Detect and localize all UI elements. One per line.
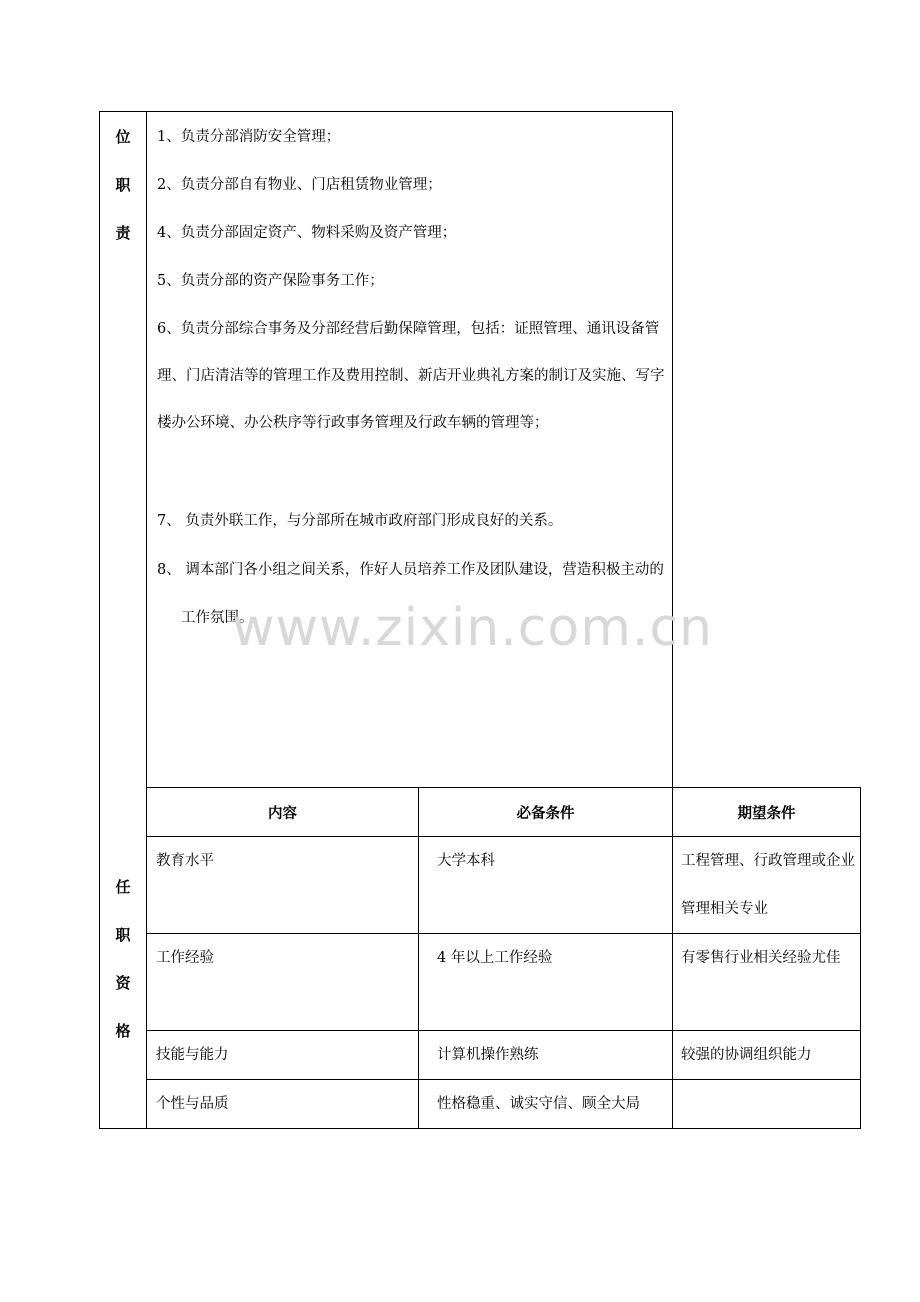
cell-required: 计算机操作熟练 <box>437 1047 539 1063</box>
qual-right-border <box>860 787 861 1129</box>
side-label-char: 格 <box>115 1022 131 1040</box>
cell-preferred: 工程管理、行政管理或企业管理相关专业 <box>681 853 855 917</box>
table-border-top <box>99 111 673 112</box>
cell-required: 大学本科 <box>437 853 495 869</box>
table-border-bottom <box>99 1128 861 1129</box>
side-label-char: 责 <box>115 224 131 242</box>
column-header-content: 内容 <box>268 806 297 822</box>
duty-item: 6、负责分部综合事务及分部经营后勤保障管理，包括：证照管理、通讯设备管理、门店清洁等的管理工作及费用控制、新店开业典礼方案的制订及实施、写字楼办公环境、办公秩序等行政事务管理及行政车辆的管理等； <box>157 321 665 431</box>
section-divider <box>146 787 861 788</box>
watermark: www.zixin.com.cn <box>232 598 713 658</box>
side-label-char: 职 <box>115 176 131 194</box>
cell-preferred: 有零售行业相关经验尤佳 <box>681 950 841 966</box>
qual-col-divider-2 <box>672 787 673 1129</box>
duty-item: 7、 负责外联工作，与分部所在城市政府部门形成良好的关系。 <box>157 513 563 529</box>
duty-item: 1、负责分部消防安全管理； <box>157 129 341 145</box>
duty-item: 4、负责分部固定资产、物料采购及资产管理； <box>157 225 457 241</box>
cell-required: 4 年以上工作经验 <box>437 950 553 966</box>
column-header-required: 必备条件 <box>516 806 575 822</box>
cell-content: 技能与能力 <box>156 1047 229 1063</box>
side-label-char: 位 <box>115 128 131 146</box>
side-label-char: 资 <box>115 974 131 992</box>
duties-right-border <box>672 111 673 787</box>
cell-content: 个性与品质 <box>156 1096 229 1112</box>
label-column-divider <box>146 111 147 1129</box>
cell-content: 教育水平 <box>156 853 214 869</box>
duty-item: 5、负责分部的资产保险事务工作； <box>157 273 384 289</box>
cell-required: 性格稳重、诚实守信、顾全大局 <box>437 1096 640 1112</box>
duty-item: 8、 调本部门各小组之间关系，作好人员培养工作及团队建设，营造积极主动的工作氛围。 <box>157 562 664 626</box>
cell-preferred: 较强的协调组织能力 <box>681 1047 812 1063</box>
qual-col-divider-1 <box>418 787 419 1129</box>
side-label-char: 任 <box>115 878 131 896</box>
duty-item: 2、负责分部自有物业、门店租赁物业管理； <box>157 177 442 193</box>
side-label-char: 职 <box>115 926 131 944</box>
cell-content: 工作经验 <box>156 950 214 966</box>
column-header-preferred: 期望条件 <box>737 806 796 822</box>
